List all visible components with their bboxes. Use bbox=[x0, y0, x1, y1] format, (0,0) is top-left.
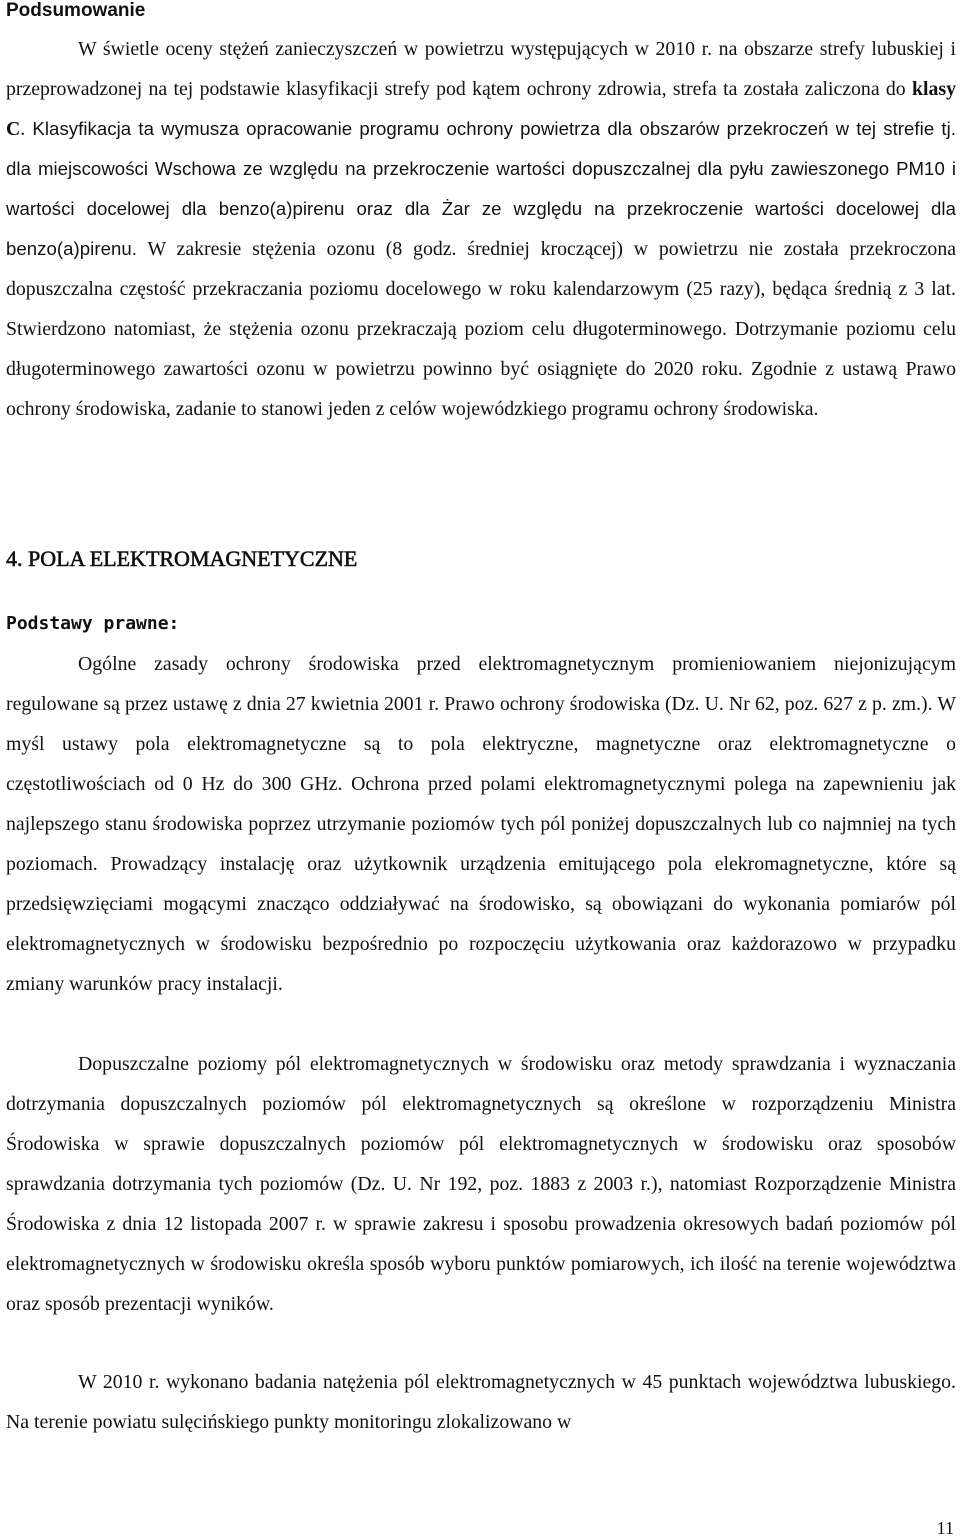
summary-sentence-1-end: . bbox=[20, 118, 26, 140]
summary-sentence-1: W świetle oceny stężeń zanieczyszczeń w powietrzu występujących w 2010 r. na obszarze strefy lubuskiej i przeprowadzonej na tej podstawie klasyfikacji strefy pod kątem ochrony zdrowia, strefa ta została zaliczona do bbox=[6, 38, 956, 100]
summary-paragraph bbox=[6, 29, 956, 429]
summary-sentence-3: dla miejscowości Wschowa ze względu na przekroczenie wartości dopuszczalnej dla pyłu zawieszonego PM10 i wartości docelowej dla benzo(a)pirenu oraz dla Żar ze względu na przekroczenie wartości docelowej dla benzo(a)pirenu. bbox=[6, 158, 956, 259]
legal-paragraph-2: Dopuszczalne poziomy pól elektromagnetycznych w środowisku oraz metody sprawdzania i wyznaczania dotrzymania dopuszczalnych poziomów pól elektromagnetycznych są określone w rozporządzeniu Ministra Środowiska w sprawie dopuszczalnych poziomów pól elektromagnetycznych w środowisku oraz sposobów sprawdzania dotrzymania tych poziomów (Dz. U. Nr 192, poz. 1883 z 2003 r.), natomiast Rozporządzenie Ministra Środowiska z dnia 12 listopada 2007 r. w sprawie zakresu i sposobu prowadzenia okresowych badań poziomów pól elektromagnetycznych w środowisku określa sposób wyboru punktów pomiarowych, ich ilość na terenie województwa oraz sposób prezentacji wyników. bbox=[6, 1053, 956, 1315]
legal-paragraph-3: W 2010 r. wykonano badania natężenia pól elektromagnetycznych w 45 punktach województwa lubuskiego. Na terenie powiatu sulęcińskiego punkty monitoringu zlokalizowano w bbox=[6, 1371, 956, 1433]
summary-sentence-4: W zakresie stężenia ozonu (8 godz. średniej kroczącej) w powietrzu nie została przekroczona dopuszczalna częstość przekraczania poziomu docelowego w roku kalendarzowym (25 razy), będąca średnią z 3 lat. Stwierdzono natomiast, że stężenia ozonu przekraczają poziom celu długoterminowego. Dotrzymanie poziomu celu długoterminowego zawartości ozonu w powietrzu powinno być osiągnięte do 2020 roku. Zgodnie z ustawą Prawo ochrony środowiska, zadanie to stanowi jeden z celów wojewódzkiego programu ochrony środowiska. bbox=[6, 238, 956, 420]
legal-paragraph-1: Ogólne zasady ochrony środowiska przed elektromagnetycznym promieniowaniem niejonizującym regulowane są przez ustawę z dnia 27 kwietnia 2001 r. Prawo ochrony środowiska (Dz. U. Nr 62, poz. 627 z p. zm.). W myśl ustawy pola elektromagnetyczne są to pola elektryczne, magnetyczne oraz elektromagnetyczne o częstotliwościach od 0 Hz do 300 GHz. Ochrona przed polami elektromagnetycznymi polega na zapewnieniu jak najlepszego stanu środowiska poprzez utrzymanie poziomów tych pól poniżej dopuszczalnych lub co najmniej na tych poziomach. Prowadzący instalację oraz użytkownik urządzenia emitującego pola elekromagnetyczne, które są przedsięwzięciami mogącymi znacząco oddziaływać na środowisko, są obowiązani do wykonania pomiarów pól elektromagnetycznych w środowisku bezpośrednio po rozpoczęciu użytkowania oraz każdorazowo w przypadku zmiany warunków pracy instalacji. bbox=[6, 653, 956, 995]
page-number: 11 bbox=[936, 1518, 954, 1538]
class-label: klasy C bbox=[6, 78, 956, 140]
legal-basis-heading: Podstawy prawne: bbox=[6, 613, 180, 634]
section-heading: 4. POLA ELEKTROMAGNETYCZNE bbox=[6, 546, 358, 571]
summary-heading: Podsumowanie bbox=[6, 0, 146, 21]
summary-sentence-2: Klasyfikacja ta wymusza opracowanie programu ochrony powietrza dla obszarów przekroczeń w tej strefie tj. bbox=[25, 118, 956, 139]
